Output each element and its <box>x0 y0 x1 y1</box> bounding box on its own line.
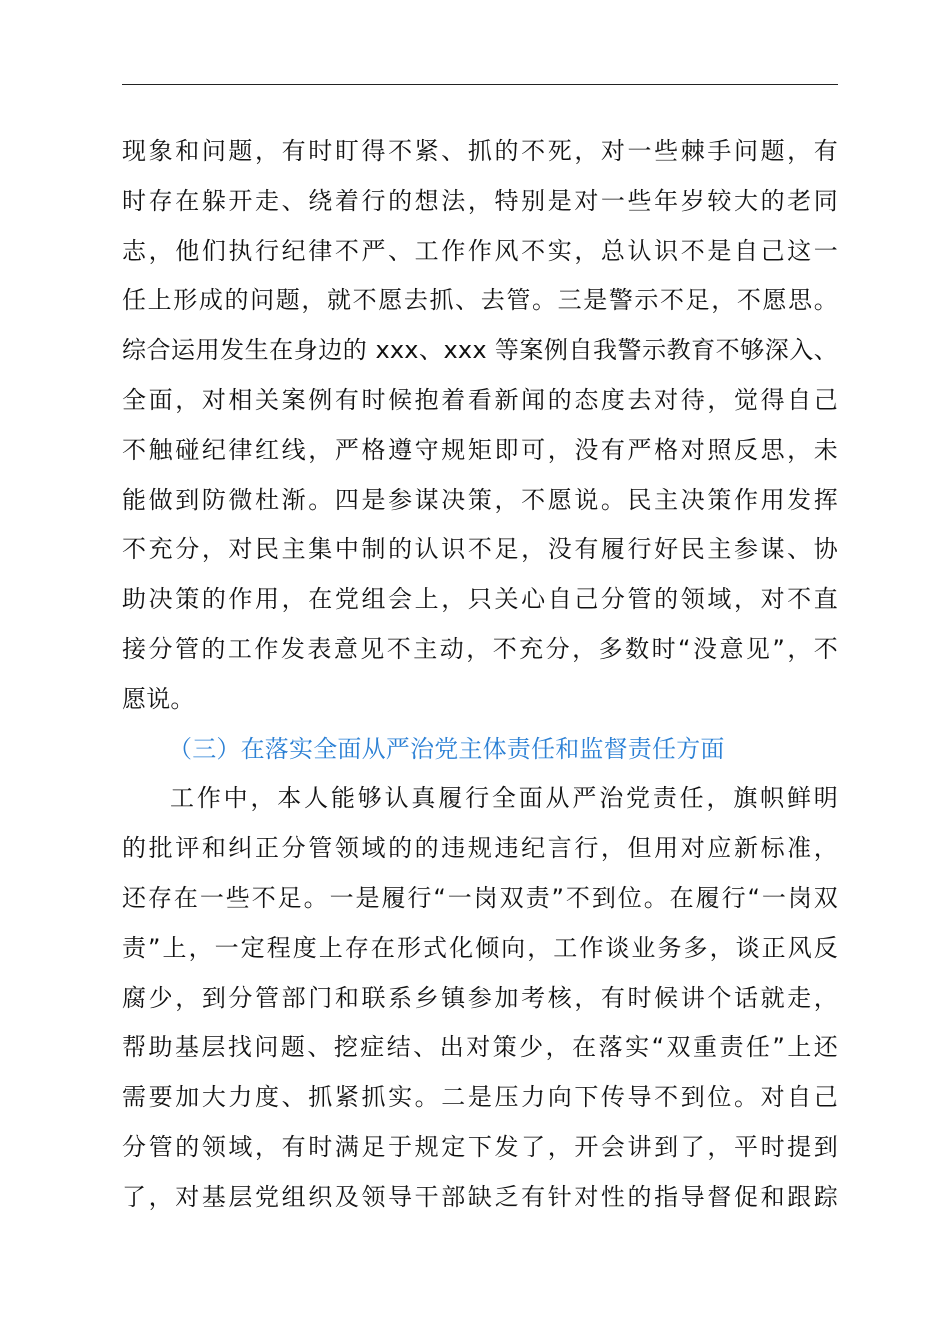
paragraph-line: 任上形成的问题，就不愿去抓、去管。三是警示不足，不愿思。 <box>122 286 838 315</box>
paragraph-line: 帮助基层找问题、挖症结、出对策少，在落实“双重责任”上还 <box>122 1033 838 1062</box>
paragraph-line: 工作中，本人能够认真履行全面从严治党责任，旗帜鲜明 <box>170 784 838 813</box>
paragraph-line: 能做到防微杜渐。四是参谋决策，不愿说。民主决策作用发挥 <box>122 485 838 514</box>
paragraph-line: 时存在躲开走、绕着行的想法，特别是对一些年岁较大的老同 <box>122 186 838 215</box>
paragraph-line: 还存在一些不足。一是履行“一岗双责”不到位。在履行“一岗双 <box>122 883 838 912</box>
paragraph-line: 了，对基层党组织及领导干部缺乏有针对性的指导督促和跟踪 <box>122 1182 838 1211</box>
paragraph-line: 责”上，一定程度上存在形式化倾向，工作谈业务多，谈正风反 <box>122 933 838 962</box>
paragraph-line: 愿说。 <box>122 684 195 713</box>
body-text <box>122 127 838 1223</box>
paragraph-line: 综合运用发生在身边的 xxx、xxx 等案例自我警示教育不够深入、 <box>122 336 838 365</box>
paragraph-line: 不触碰纪律红线，严格遵守规矩即可，没有严格对照反思，未 <box>122 435 838 464</box>
paragraph-line: 志，他们执行纪律不严、工作作风不实，总认识不是自己这一 <box>122 236 838 265</box>
header-rule <box>122 84 838 85</box>
paragraph-line: 的批评和纠正分管领域的的违规违纪言行，但用对应新标准， <box>122 834 838 863</box>
paragraph-line: 腐少，到分管部门和联系乡镇参加考核，有时候讲个话就走， <box>122 983 838 1012</box>
paragraph-line: 分管的领域，有时满足于规定下发了，开会讲到了，平时提到 <box>122 1132 838 1161</box>
paragraph-line: 全面，对相关案例有时候抱着看新闻的态度去对待，觉得自己 <box>122 385 838 414</box>
paragraph-line: 不充分，对民主集中制的认识不足，没有履行好民主参谋、协 <box>122 535 838 564</box>
paragraph-line: 现象和问题，有时盯得不紧、抓的不死，对一些棘手问题，有 <box>122 137 838 165</box>
paragraph-line: 需要加大力度、抓紧抓实。二是压力向下传导不到位。对自己 <box>122 1083 838 1112</box>
section-heading: （三）在落实全面从严治党主体责任和监督责任方面 <box>168 734 725 763</box>
paragraph-line: 接分管的工作发表意见不主动，不充分，多数时“没意见”，不 <box>122 634 838 663</box>
paragraph-line: 助决策的作用，在党组会上，只关心自己分管的领域，对不直 <box>122 585 838 614</box>
